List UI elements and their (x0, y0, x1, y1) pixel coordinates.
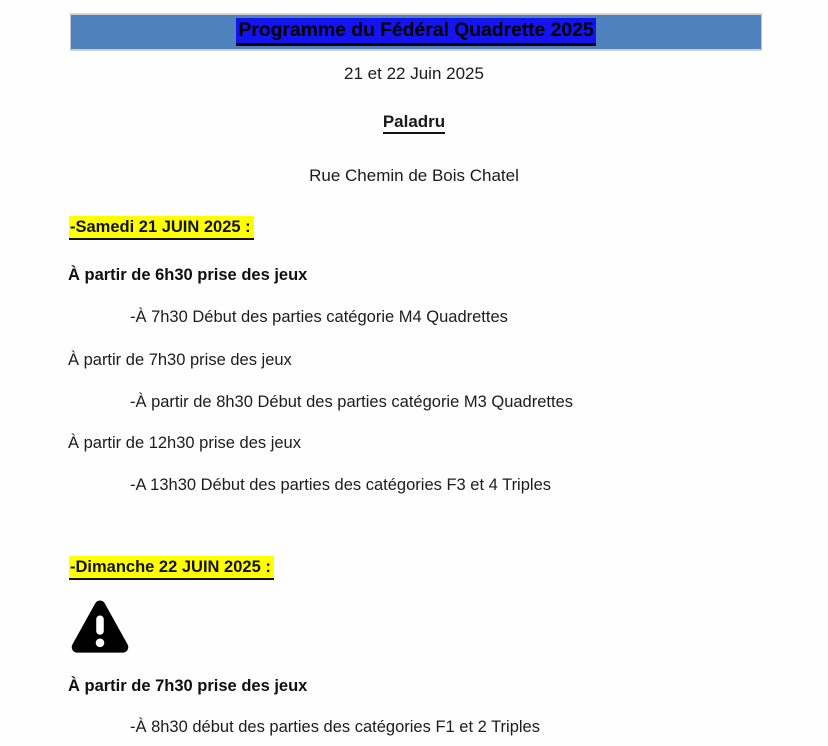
page-title: Programme du Fédéral Quadrette 2025 (236, 18, 595, 45)
program-line: -À 7h30 Début des parties catégorie M4 Quadrettes (130, 308, 508, 326)
program-line: À partir de 7h30 prise des jeux (68, 351, 292, 369)
program-line: À partir de 6h30 prise des jeux (68, 266, 308, 284)
event-dates: 21 et 22 Juin 2025 (344, 64, 484, 83)
event-street: Rue Chemin de Bois Chatel (309, 166, 519, 185)
program-line: À partir de 7h30 prise des jeux (68, 677, 308, 695)
event-place-label: Paladru (383, 112, 445, 134)
program-line: -À 8h30 début des parties des catégories F1 et 2 Triples (130, 718, 540, 736)
event-place (0, 112, 828, 132)
program-line: -A 13h30 Début des parties des catégories F3 et 4 Triples (130, 476, 551, 494)
program-line: À partir de 12h30 prise des jeux (68, 434, 301, 452)
day-heading-samedi: -Samedi 21 JUIN 2025 : (69, 216, 254, 240)
warning-triangle-icon (71, 598, 129, 654)
title-banner (70, 13, 762, 51)
program-line: -À partir de 8h30 Début des parties catégorie M3 Quadrettes (130, 393, 573, 411)
day-heading-dimanche: -Dimanche 22 JUIN 2025 : (69, 556, 274, 580)
